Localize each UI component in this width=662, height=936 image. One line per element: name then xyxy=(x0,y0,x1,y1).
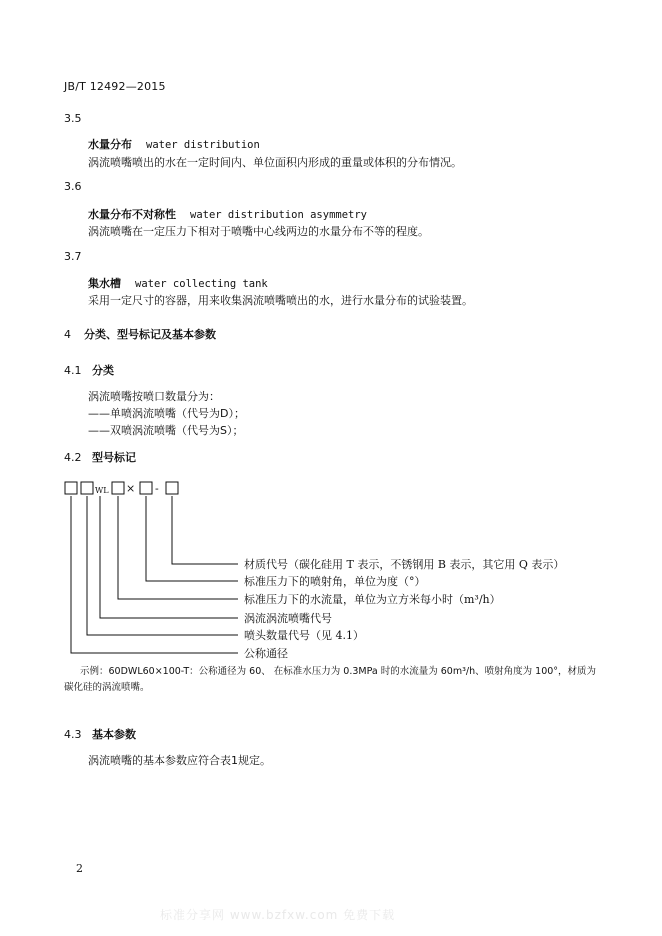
term-en: water distribution xyxy=(146,139,260,151)
term-en: water distribution asymmetry xyxy=(190,209,368,221)
chapter-number: 4 xyxy=(64,328,71,341)
section-number-3-6: 3.6 xyxy=(64,180,82,193)
code-box-angle xyxy=(140,482,152,494)
standard-code-header: JB/T 12492—2015 xyxy=(64,80,166,93)
definition-3-5: 涡流喷嘴喷出的水在一定时间内、单位面积内形成的重量或体积的分布情况。 xyxy=(88,156,462,169)
term-3-7 xyxy=(88,275,268,291)
code-box-diameter xyxy=(65,482,77,494)
definition-3-6: 涡流喷嘴在一定压力下相对于喷嘴中心线两边的水量分布不等的程度。 xyxy=(88,225,429,238)
term-cn: 集水槽 xyxy=(88,277,121,290)
chapter-4-heading xyxy=(64,326,216,342)
code-box-count xyxy=(81,482,93,494)
section-number-3-7: 3.7 xyxy=(64,250,82,263)
leader-diameter xyxy=(71,496,238,653)
term-en: water collecting tank xyxy=(135,278,268,290)
code-dash: - xyxy=(155,482,159,495)
leader-material xyxy=(172,496,238,564)
term-cn: 水量分布不对称性 xyxy=(88,208,176,221)
footer-watermark: 标准分享网 www.bzfxw.com 免费下载 xyxy=(160,908,396,922)
label-vortex-code: 涡流涡流喷嘴代号 xyxy=(244,612,332,625)
label-material: 材质代号（碳化硅用 T 表示，不锈钢用 B 表示，其它用 Q 表示） xyxy=(244,558,565,571)
section-number-3-5: 3.5 xyxy=(64,112,82,125)
code-box-material xyxy=(166,482,178,494)
classification-intro: 涡流喷嘴按喷口数量分为： xyxy=(88,390,220,403)
section-4-3-heading xyxy=(64,726,136,742)
definition-3-7: 采用一定尺寸的容器，用来收集涡流喷嘴喷出的水，进行水量分布的试验装置。 xyxy=(88,294,473,307)
model-example xyxy=(64,664,604,696)
example-label: 示例： xyxy=(80,666,109,677)
example-text: 60DWL60×100-T：公称通径为 60、 在标准水压力为 0.3MPa 时的水流量为 60m³/h、喷射角度为 100°，材质为碳化硅的涡流喷嘴。 xyxy=(64,666,597,693)
code-box-flow xyxy=(112,482,124,494)
leader-count xyxy=(87,496,238,635)
section-title: 基本参数 xyxy=(92,728,136,741)
section-number: 4.3 xyxy=(64,728,82,741)
label-flow: 标准压力下的水流量，单位为立方米每小时（m³/h） xyxy=(244,593,501,606)
label-nozzle-count: 喷头数量代号（见 4.1） xyxy=(244,629,364,642)
term-3-5 xyxy=(88,136,260,152)
leader-angle xyxy=(146,496,238,581)
chapter-title: 分类、型号标记及基本参数 xyxy=(84,328,216,341)
page-number: 2 xyxy=(76,862,83,875)
code-wl: WL xyxy=(95,486,109,495)
code-times: × xyxy=(126,482,136,495)
section-4-1-heading xyxy=(64,362,114,378)
model-designation-diagram xyxy=(62,480,622,660)
section-4-2-heading xyxy=(64,449,136,465)
leader-vortex xyxy=(100,496,238,618)
section-title: 型号标记 xyxy=(92,451,136,464)
classification-item-double: ——双喷涡流喷嘴（代号为S）； xyxy=(88,424,244,437)
section-number: 4.2 xyxy=(64,451,82,464)
basic-parameters-text: 涡流喷嘴的基本参数应符合表1规定。 xyxy=(88,754,271,767)
section-title: 分类 xyxy=(92,364,114,377)
classification-item-single: ——单喷涡流喷嘴（代号为D）； xyxy=(88,407,245,420)
label-spray-angle: 标准压力下的喷射角，单位为度（°） xyxy=(244,575,426,588)
term-cn: 水量分布 xyxy=(88,138,132,151)
leader-flow xyxy=(118,496,238,599)
term-3-6 xyxy=(88,206,367,222)
section-number: 4.1 xyxy=(64,364,82,377)
label-nominal-diameter: 公称通径 xyxy=(244,647,288,660)
